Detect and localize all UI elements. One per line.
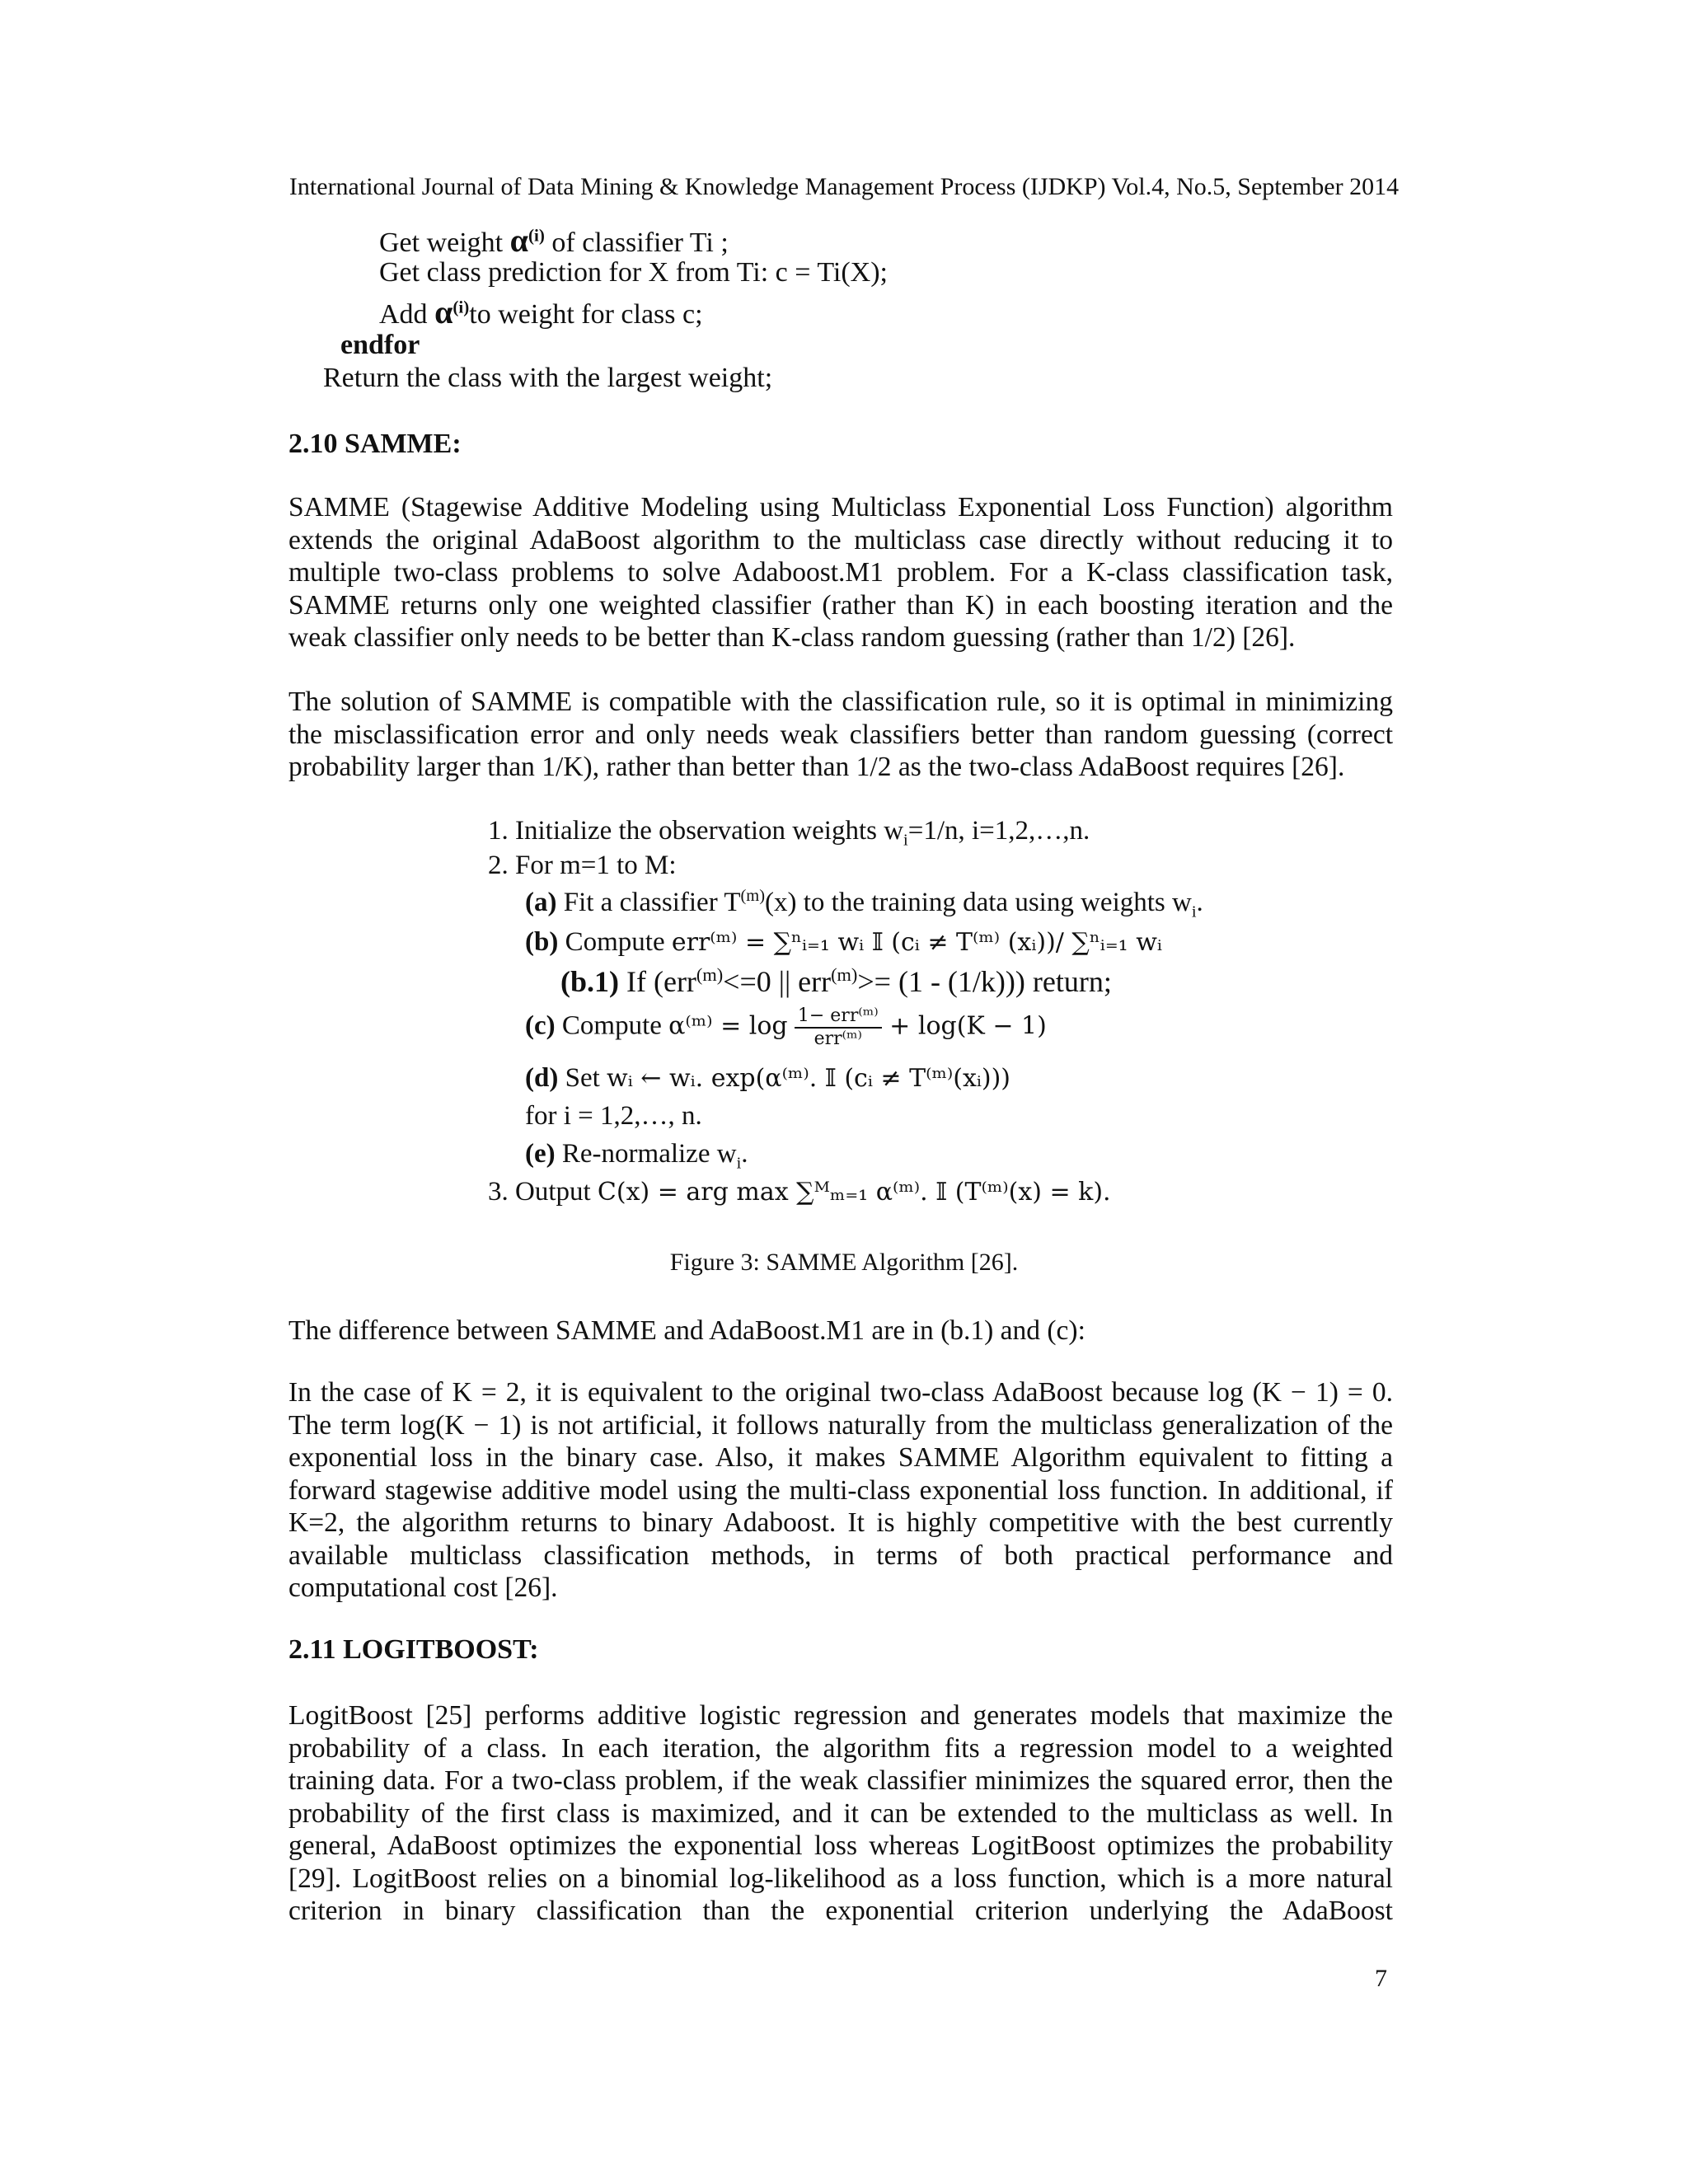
algorithm-step-2: 2. For m=1 to M:: [488, 851, 677, 880]
formula-weight-update: wᵢ ← wᵢ. exp(α⁽ᵐ⁾. 𝕀 (cᵢ ≠ T⁽ᵐ⁾(xᵢ))): [607, 1064, 1011, 1093]
samme-paragraph-2: The solution of SAMME is compatible with the classification rule, so it is optimal in minimizing the misclassification error and only needs weak classifiers better than random guessing (correct probability larger than 1/K), rather than better than 1/2 as the two-class AdaBoost requires [26].: [288, 687, 1393, 782]
journal-header: International Journal of Data Mining & Knowledge Management Process (IJDKP) Vol.4, No.5, September 2014: [288, 173, 1400, 200]
pseudo-line-prediction: Get class prediction for X from Ti: c = Ti(X);: [379, 257, 888, 288]
samme-paragraph-3: In the case of K = 2, it is equivalent to the original two-class AdaBoost because log (K − 1) = 0. The term log(K − 1) is not artificial, it follows naturally from the multiclass generalization of the exponential loss in the binary case. Also, it makes SAMME Algorithm equivalent to fitting a forward stagewise additive model using the multi-class exponential loss function. In additional, if K=2, the algorithm returns to binary Adaboost. It is highly competitive with the best currently available multiclass classification methods, in terms of both practical performance and computational cost [26].: [288, 1377, 1393, 1603]
pseudo-endfor: endfor: [340, 330, 420, 360]
algorithm-step-e: (e) Re-normalize $w_i$.: [525, 1139, 748, 1173]
algorithm-step-d-for: for i = 1,2,…, n.: [525, 1101, 702, 1131]
formula-output: C(x) = arg max ∑ᴹₘ₌₁ α⁽ᵐ⁾. 𝕀 (T⁽ᵐ⁾(x) = k).: [597, 1178, 1111, 1207]
formula-err: err⁽ᵐ⁾ = ∑ⁿᵢ₌₁ wᵢ 𝕀 (cᵢ ≠ T⁽ᵐ⁾ (xᵢ))/ ∑ⁿᵢ₌₁ wᵢ: [671, 928, 1162, 957]
pseudo-line-weight: Get weight $\alpha^{(i)}$ of classifier Ti ;: [379, 222, 729, 259]
logitboost-paragraph: LogitBoost [25] performs additive logistic regression and generates models that maximize the probability of a class. In each iteration, the algorithm fits a regression model to a weighted training data. For a two-class problem, if the weak classifier minimizes the squared error, then the probability of the first class is maximized, and it can be extended to the multiclass as well. In general, AdaBoost optimizes the exponential loss whereas LogitBoost optimizes the probability [29]. LogitBoost relies on a binomial log-likelihood as a loss function, which is a more natural criterion in binary classification than the exponential criterion underlying the AdaBoost: [288, 1700, 1393, 1926]
samme-paragraph-1: SAMME (Stagewise Additive Modeling using Multiclass Exponential Loss Function) algorithm extends the original AdaBoost algorithm to the multiclass case directly without reducing it to multiple two-class problems to solve Adaboost.M1 problem. For a K-class classification task, SAMME returns only one weighted classifier (rather than K) in each boosting iteration and the weak classifier only needs to be better than K-class random guessing (rather than 1/2) [26].: [288, 492, 1393, 653]
difference-line: The difference between SAMME and AdaBoost.M1 are in (b.1) and (c):: [288, 1315, 1085, 1346]
section-heading-samme: 2.10 SAMME:: [288, 429, 462, 459]
pseudo-return: Return the class with the largest weight;: [323, 363, 773, 393]
algorithm-step-b: (b) Compute err⁽ᵐ⁾ = ∑ⁿᵢ₌₁ wᵢ 𝕀 (cᵢ ≠ T⁽ᵐ⁾ (xᵢ))/ ∑ⁿᵢ₌₁ wᵢ: [525, 927, 1162, 957]
figure-caption: Figure 3: SAMME Algorithm [26].: [669, 1249, 1019, 1276]
algorithm-step-3: 3. Output C(x) = arg max ∑ᴹₘ₌₁ α⁽ᵐ⁾. 𝕀 (T⁽ᵐ⁾(x) = k).: [488, 1177, 1111, 1207]
algorithm-step-b1: (b.1) If (err$^{(m)}$<=0 || err$^{(m)}$>= (1 - (1/k))) return;: [560, 964, 1112, 998]
alpha-fraction: $\frac{\text{1− err⁽ᵐ⁾}}{\text{err⁽ᵐ⁾}}$: [795, 1005, 882, 1050]
algorithm-step-d: (d) Set wᵢ ← wᵢ. exp(α⁽ᵐ⁾. 𝕀 (cᵢ ≠ T⁽ᵐ⁾(xᵢ))): [525, 1063, 1011, 1093]
pseudo-line-add: Add $\alpha^{(i)}to$ weight for class c;: [379, 293, 703, 330]
algorithm-step-c: (c) Compute α⁽ᵐ⁾ = log $\frac{\text{1− err⁽ᵐ⁾}}{\text{err⁽ᵐ⁾}}$ + log(K − 1): [525, 1005, 1047, 1049]
page-number: 7: [1375, 1965, 1387, 1992]
section-heading-logitboost: 2.11 LOGITBOOST:: [288, 1634, 539, 1665]
algorithm-step-a: (a) Fit a classifier $T^{(m)}(x)$ to the training data using weights $w_i$.: [525, 887, 1203, 921]
algorithm-step-1: 1. Initialize the observation weights $w_i=1/n$, i=1,2,…,n.: [488, 816, 1090, 850]
